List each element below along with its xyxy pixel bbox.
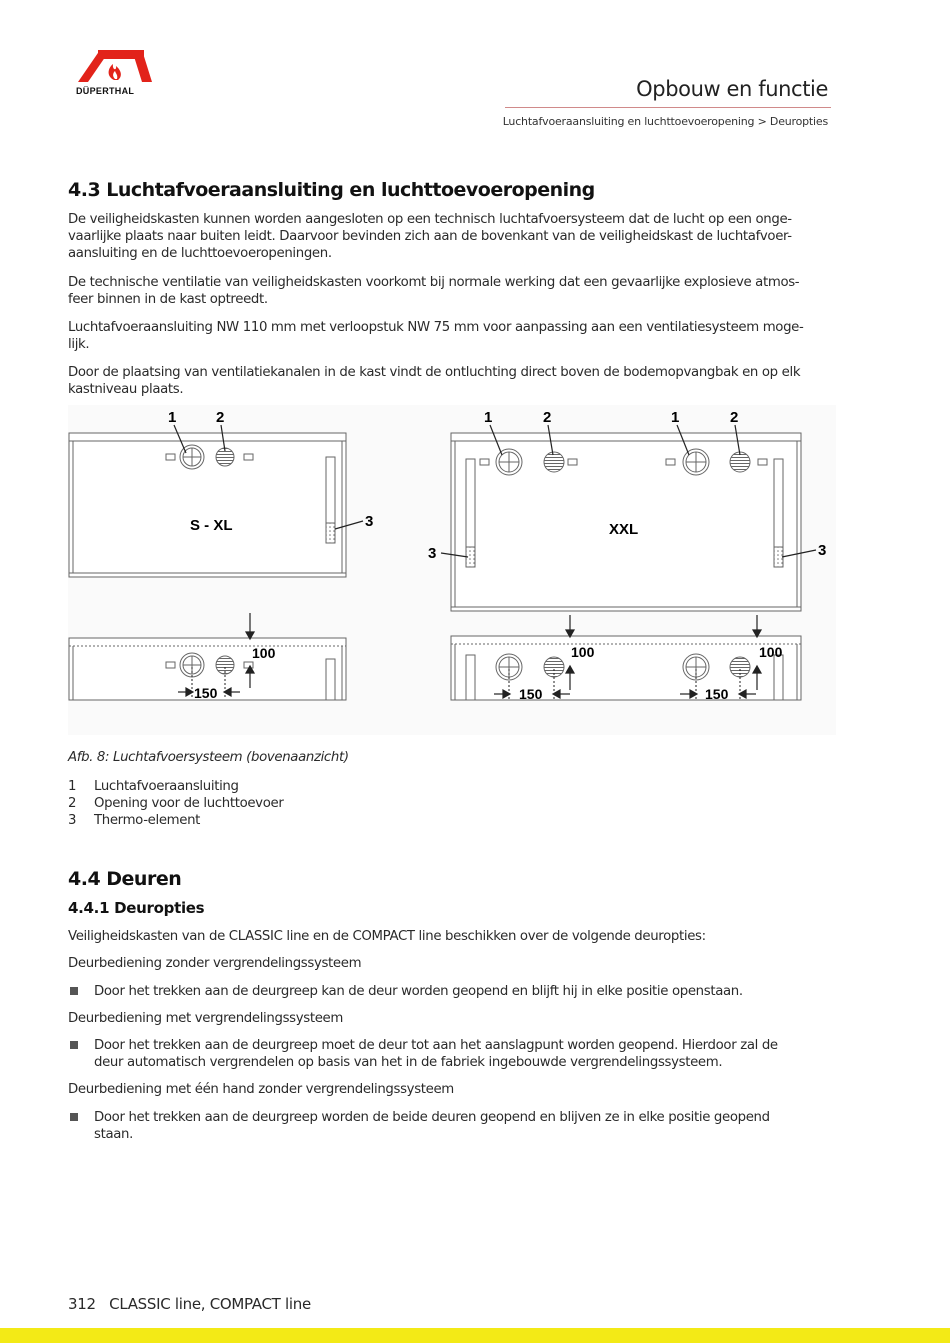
option-bullet-3: Door het trekken aan de deurgreep worden de beide deuren geopend en blijven ze in elke positie geopend staan. [68, 1109, 844, 1143]
legend-item: 2 Opening voor de luchttoevoer [68, 796, 284, 811]
option-title-3: Deurbediening met één hand zonder vergrendelingssysteem [68, 1082, 454, 1097]
legend-item: 3 Thermo-element [68, 813, 201, 828]
option-bullet-2: Door het trekken aan de deurgreep moet de deur tot aan het aanslagpunt worden geopend. Hierdoor zal de deur automatisch vergrendelen op basis van het in de fabriek ingebouwde vergrendelingssysteem. [68, 1037, 844, 1071]
section-heading-4-3: 4.3 Luchtafvoeraansluiting en luchttoevoeropening [68, 179, 595, 201]
callout-3-xxl-left: 3 [428, 545, 437, 562]
callout-2-sxl: 2 [216, 409, 225, 426]
paragraph-1: De veiligheidskasten kunnen worden aangesloten op een technisch luchtafvoersysteem dat de lucht op een onge- vaarlijke plaats naar buiten leidt. Daarvoor bevinden zich aan de bovenkant van de veiligheidskast de luchtafvoer- aansluiting en de luchttoevoeropeningen. [68, 212, 792, 261]
page-title: Opbouw en functie [636, 77, 828, 101]
callout-1-xxl-right: 1 [671, 409, 680, 426]
footer-color-bar [0, 1328, 950, 1343]
callout-3-sxl: 3 [365, 513, 374, 530]
product-line: CLASSIC line, COMPACT line [109, 1295, 311, 1313]
subsection-heading-4-4-1: 4.4.1 Deuropties [68, 899, 205, 917]
callout-2-xxl-left: 2 [543, 409, 552, 426]
page-number: 312 [68, 1295, 96, 1313]
section-heading-4-4: 4.4 Deuren [68, 868, 182, 890]
option-bullet-1: Door het trekken aan de deurgreep kan de deur worden geopend en blijft hij in elke positie openstaan. [68, 983, 844, 1000]
dim-100-xxl-right: 100 [759, 644, 783, 660]
paragraph-3: Luchtafvoeraansluiting NW 110 mm met verloopstuk NW 75 mm voor aanpassing aan een ventilatiesysteem moge- lijk. [68, 320, 804, 352]
callout-1-xxl-left: 1 [484, 409, 493, 426]
breadcrumb: Luchtafvoeraansluiting en luchttoevoeropening > Deuropties [502, 115, 828, 128]
legend-item: 1 Luchtafvoeraansluiting [68, 779, 239, 794]
door-options-intro: Veiligheidskasten van de CLASSIC line en de COMPACT line beschikken over de volgende deuropties: [68, 929, 706, 944]
label-sxl: S - XL [190, 517, 233, 534]
callout-1-sxl: 1 [168, 409, 177, 426]
dim-150-xxl-right: 150 [705, 686, 729, 702]
dim-150-xxl-left: 150 [519, 686, 543, 702]
dim-100-sxl: 100 [252, 645, 276, 661]
page-footer [68, 1295, 311, 1313]
air-exhaust-diagram [68, 405, 836, 735]
dim-150-sxl: 150 [194, 685, 218, 701]
option-title-2: Deurbediening met vergrendelingssysteem [68, 1011, 343, 1026]
cabinet-sxl-top [69, 433, 346, 577]
option-title-1: Deurbediening zonder vergrendelingssysteem [68, 956, 362, 971]
callout-3-xxl-right: 3 [818, 542, 827, 559]
brand-name: DÜPERTHAL [76, 86, 135, 96]
dim-100-xxl-left: 100 [571, 644, 595, 660]
callout-2-xxl-right: 2 [730, 409, 739, 426]
label-xxl: XXL [609, 521, 639, 538]
paragraph-4: Door de plaatsing van ventilatiekanalen in de kast vindt de ontluchting direct boven de bodemopvangbak en op elk kastniveau plaats. [68, 365, 801, 397]
figure-caption: Afb. 8: Luchtafvoersysteem (bovenaanzicht) [68, 750, 349, 765]
paragraph-2: De technische ventilatie van veiligheidskasten voorkomt bij normale werking dat een gevaarlijke explosieve atmos- feer binnen in de kast optreedt. [68, 275, 800, 307]
header-divider [505, 107, 831, 108]
figure-legend [68, 778, 843, 829]
